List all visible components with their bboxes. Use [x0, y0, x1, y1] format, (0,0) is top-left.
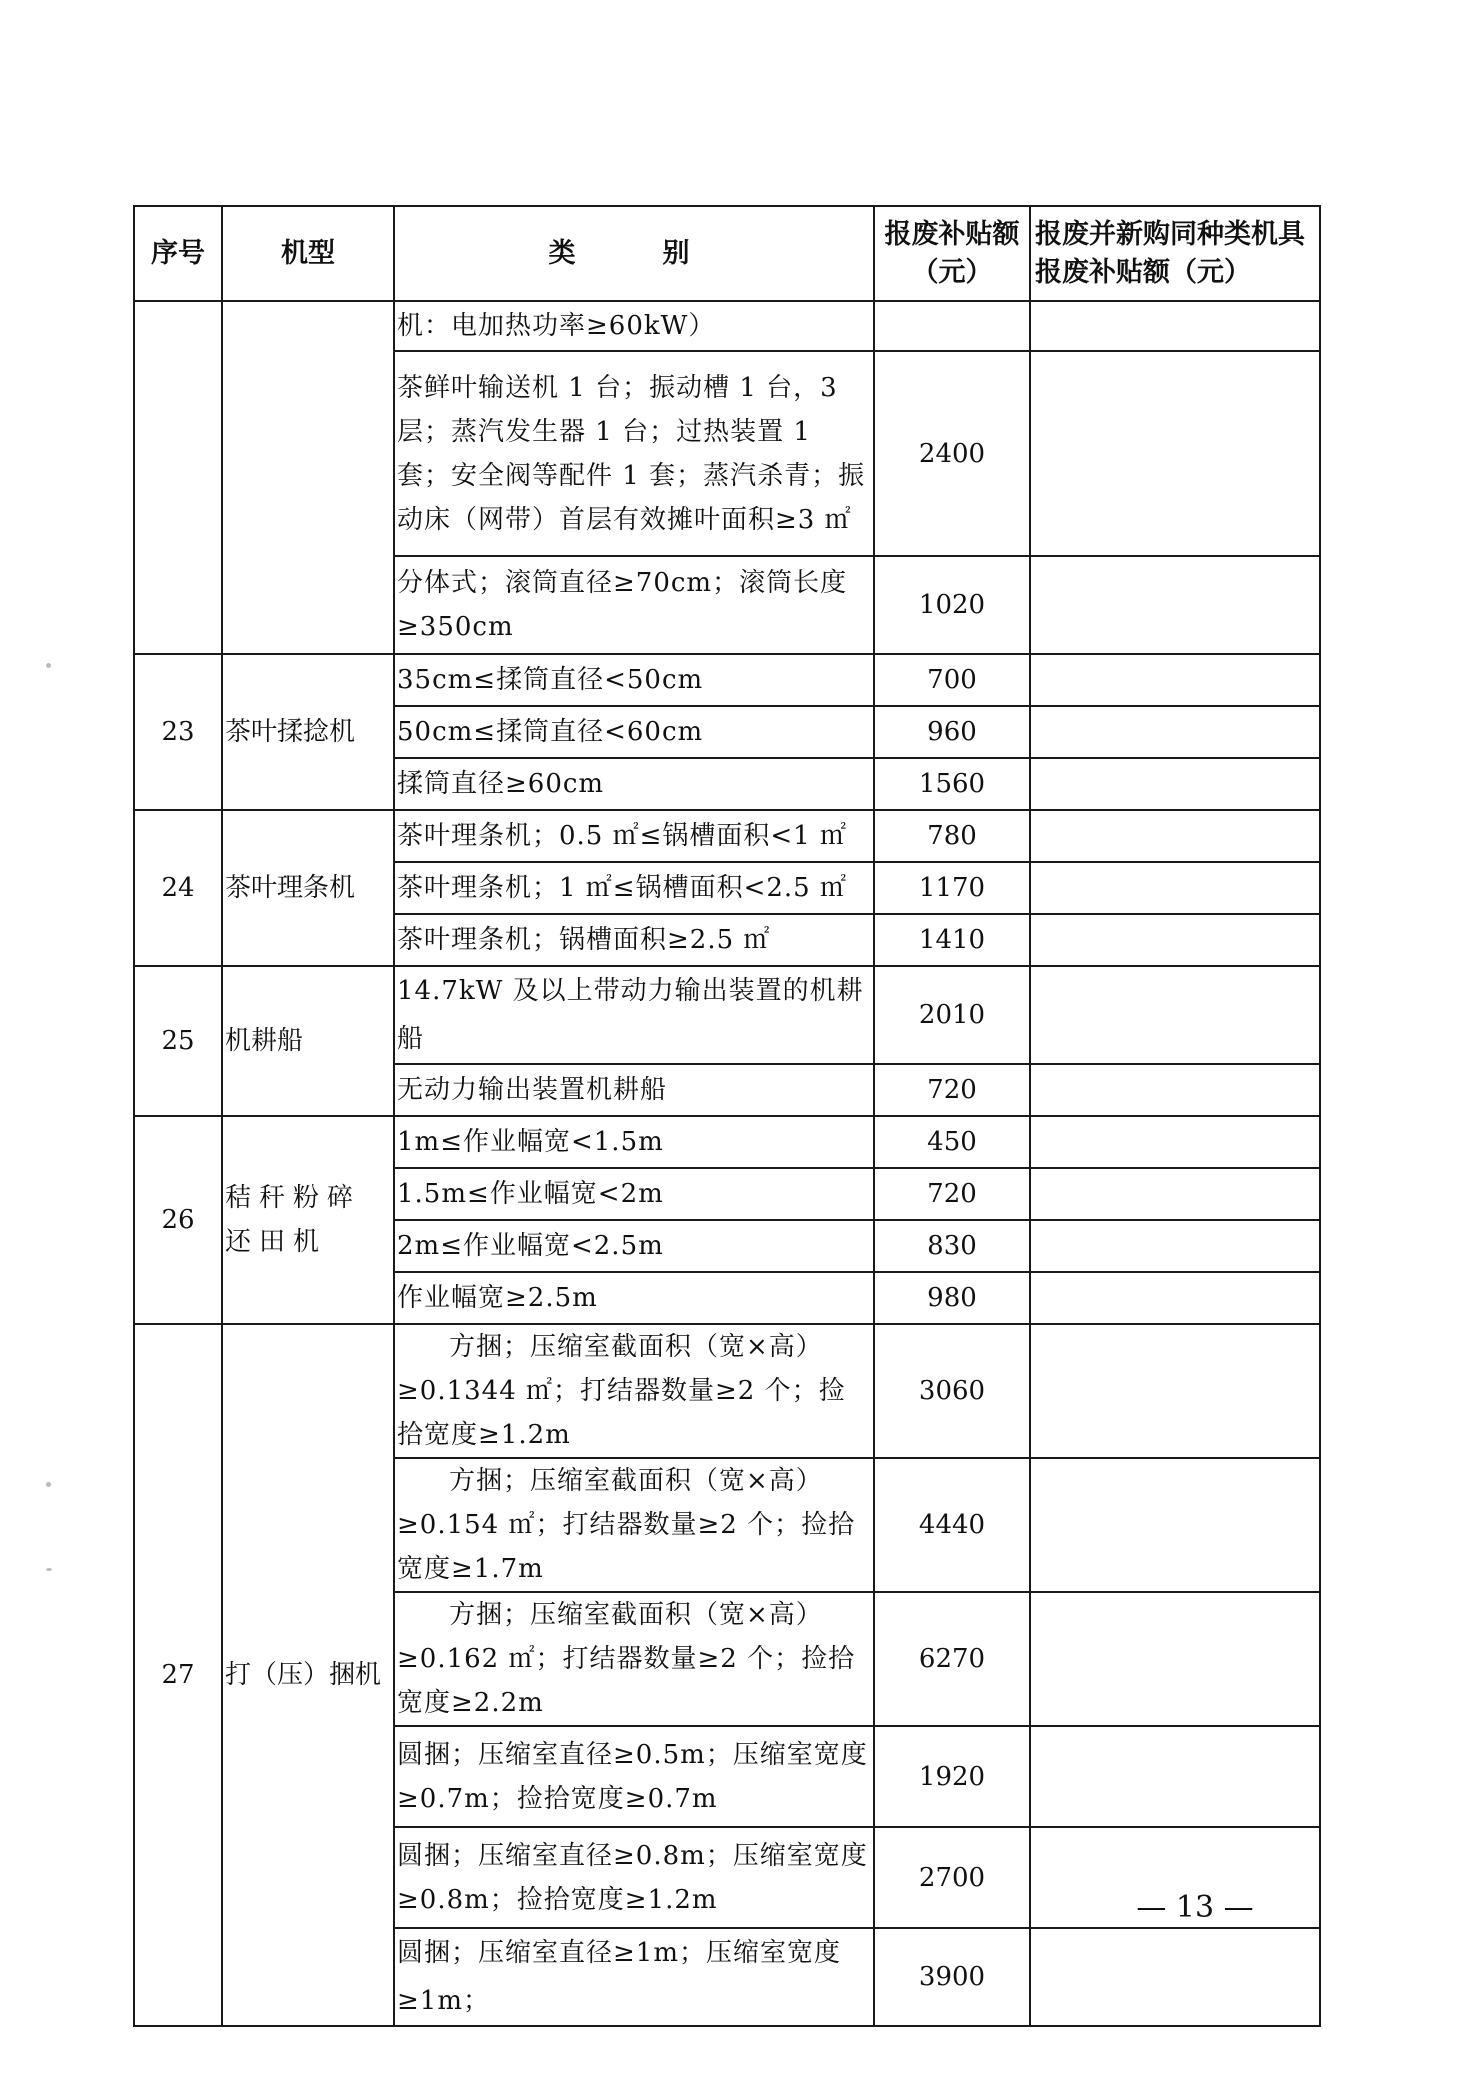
scan-speck	[46, 1568, 52, 1571]
table-row	[134, 810, 1320, 862]
cell-new-subsidy	[1030, 1116, 1320, 1168]
cell-category: 14.7kW 及以上带动力输出装置的机耕船	[394, 966, 874, 1064]
cell-category: 35cm≤揉筒直径<50cm	[394, 654, 874, 706]
cell-seq: 27	[134, 1324, 222, 2026]
cell-new-subsidy	[1030, 810, 1320, 862]
cell-new-subsidy	[1030, 966, 1320, 1064]
cell-new-subsidy	[1030, 654, 1320, 706]
page-number: — 13 —	[1136, 1890, 1254, 1925]
cell-category: 无动力输出装置机耕船	[394, 1064, 874, 1116]
subsidy-table	[133, 205, 1321, 2027]
scan-speck	[46, 663, 51, 668]
cell-category: 机：电加热功率≥60kW）	[394, 301, 874, 351]
cell-new-subsidy	[1030, 706, 1320, 758]
cell-category: 1m≤作业幅宽<1.5m	[394, 1116, 874, 1168]
table-row	[134, 301, 1320, 351]
cell-category: 茶叶理条机；1 ㎡≤锅槽面积<2.5 ㎡	[394, 862, 874, 914]
table-header-row	[134, 206, 1320, 301]
cell-subsidy: 720	[874, 1064, 1030, 1116]
cell-subsidy: 830	[874, 1220, 1030, 1272]
cell-subsidy: 1920	[874, 1726, 1030, 1827]
table-row	[134, 966, 1320, 1064]
cell-seq: 24	[134, 810, 222, 966]
cell-category: 方捆；压缩室截面积（宽×高）≥0.162 ㎡；打结器数量≥2 个；捡拾宽度≥2.2m	[394, 1592, 874, 1726]
cell-new-subsidy	[1030, 1592, 1320, 1726]
table-row	[134, 1324, 1320, 1458]
header-seq: 序号	[134, 206, 222, 301]
cell-subsidy: 4440	[874, 1458, 1030, 1592]
cell-subsidy: 2010	[874, 966, 1030, 1064]
cell-new-subsidy	[1030, 301, 1320, 351]
cell-subsidy: 1020	[874, 556, 1030, 654]
cell-seq: 25	[134, 966, 222, 1116]
cell-subsidy: 6270	[874, 1592, 1030, 1726]
cell-model: 茶叶揉捻机	[222, 654, 394, 810]
cell-subsidy	[874, 301, 1030, 351]
header-category: 类 别	[394, 206, 874, 301]
cell-category: 茶叶理条机；0.5 ㎡≤锅槽面积<1 ㎡	[394, 810, 874, 862]
cell-new-subsidy	[1030, 758, 1320, 810]
cell-subsidy: 1170	[874, 862, 1030, 914]
cell-model	[222, 301, 394, 654]
cell-subsidy: 780	[874, 810, 1030, 862]
cell-model: 茶叶理条机	[222, 810, 394, 966]
cell-new-subsidy	[1030, 1064, 1320, 1116]
cell-model: 打（压）捆机	[222, 1324, 394, 2026]
cell-subsidy: 1410	[874, 914, 1030, 966]
cell-new-subsidy	[1030, 914, 1320, 966]
cell-model: 秸秆粉碎还田机	[222, 1116, 394, 1324]
cell-category: 1.5m≤作业幅宽<2m	[394, 1168, 874, 1220]
cell-category: 揉筒直径≥60cm	[394, 758, 874, 810]
cell-subsidy: 960	[874, 706, 1030, 758]
cell-subsidy: 2700	[874, 1827, 1030, 1928]
cell-subsidy: 1560	[874, 758, 1030, 810]
cell-category: 分体式；滚筒直径≥70cm；滚筒长度≥350cm	[394, 556, 874, 654]
cell-category: 茶叶理条机；锅槽面积≥2.5 ㎡	[394, 914, 874, 966]
cell-category: 茶鲜叶输送机 1 台；振动槽 1 台，3 层；蒸汽发生器 1 台；过热装置 1 套；安全阀等配件 1 套；蒸汽杀青；振动床（网带）首层有效摊叶面积≥3 ㎡	[394, 351, 874, 556]
cell-new-subsidy	[1030, 556, 1320, 654]
cell-subsidy: 450	[874, 1116, 1030, 1168]
cell-new-subsidy	[1030, 1272, 1320, 1324]
cell-subsidy: 2400	[874, 351, 1030, 556]
cell-seq: 23	[134, 654, 222, 810]
cell-subsidy: 720	[874, 1168, 1030, 1220]
cell-new-subsidy	[1030, 1458, 1320, 1592]
cell-new-subsidy	[1030, 1324, 1320, 1458]
cell-new-subsidy	[1030, 1726, 1320, 1827]
cell-category: 方捆；压缩室截面积（宽×高）≥0.1344 ㎡；打结器数量≥2 个；捡拾宽度≥1.2m	[394, 1324, 874, 1458]
cell-seq	[134, 301, 222, 654]
cell-subsidy: 980	[874, 1272, 1030, 1324]
cell-new-subsidy	[1030, 1168, 1320, 1220]
cell-subsidy: 3900	[874, 1928, 1030, 2026]
header-subsidy: 报废补贴额（元）	[874, 206, 1030, 301]
cell-category: 50cm≤揉筒直径<60cm	[394, 706, 874, 758]
cell-category: 方捆；压缩室截面积（宽×高）≥0.154 ㎡；打结器数量≥2 个；捡拾宽度≥1.7m	[394, 1458, 874, 1592]
table-row	[134, 1116, 1320, 1168]
table-row	[134, 654, 1320, 706]
header-model: 机型	[222, 206, 394, 301]
cell-seq: 26	[134, 1116, 222, 1324]
cell-model: 机耕船	[222, 966, 394, 1116]
cell-category: 圆捆；压缩室直径≥0.8m；压缩室宽度≥0.8m；捡拾宽度≥1.2m	[394, 1827, 874, 1928]
cell-subsidy: 3060	[874, 1324, 1030, 1458]
cell-new-subsidy	[1030, 1220, 1320, 1272]
cell-category: 圆捆；压缩室直径≥1m；压缩室宽度≥1m；	[394, 1928, 874, 2026]
scan-speck	[46, 1482, 51, 1487]
cell-new-subsidy	[1030, 862, 1320, 914]
cell-category: 圆捆；压缩室直径≥0.5m；压缩室宽度≥0.7m；捡拾宽度≥0.7m	[394, 1726, 874, 1827]
cell-category: 2m≤作业幅宽<2.5m	[394, 1220, 874, 1272]
cell-new-subsidy	[1030, 351, 1320, 556]
cell-new-subsidy	[1030, 1928, 1320, 2026]
header-new-subsidy: 报废并新购同种类机具报废补贴额（元）	[1030, 206, 1320, 301]
cell-subsidy: 700	[874, 654, 1030, 706]
cell-category: 作业幅宽≥2.5m	[394, 1272, 874, 1324]
